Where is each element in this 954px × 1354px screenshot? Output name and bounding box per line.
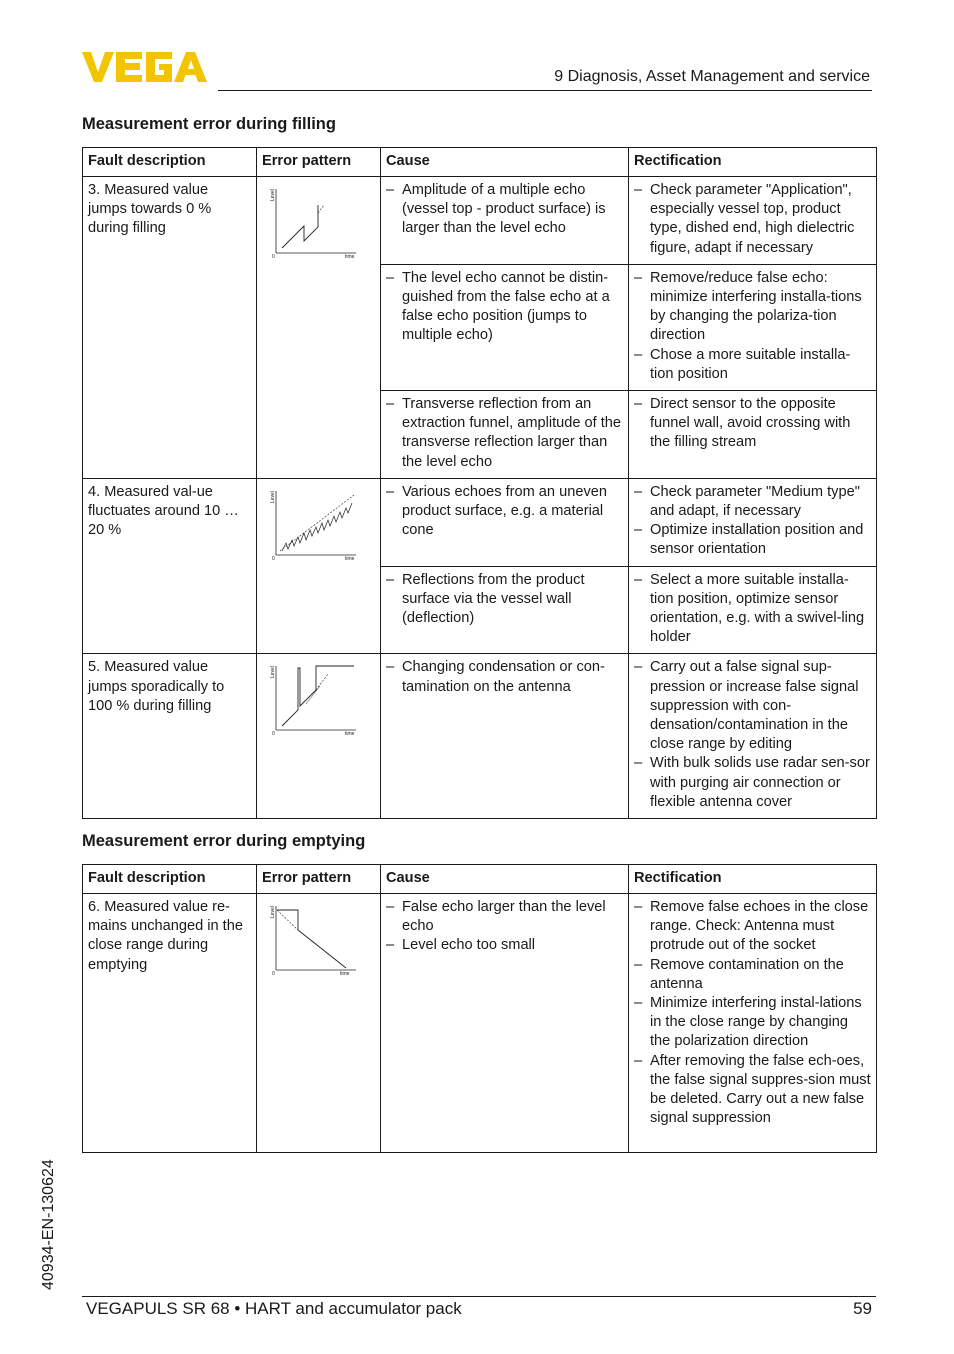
rectification-cell: – Remove false echoes in the close range. Check: Antenna must protrude out of the socket – Remove contamination on the antenna – Minimize interfering instal-lations in the close range by changing the polarization direction – After removing the false ech-oes, the false signal suppres-sion must be deleted. Carry out a new false signal suppression bbox=[629, 894, 877, 1153]
fault-description: 3. Measured value jumps towards 0 % during filling bbox=[83, 177, 257, 479]
error-pattern bbox=[257, 177, 381, 479]
cause-cell: – False echo larger than the level echo – Level echo too small bbox=[381, 894, 629, 1153]
cause-cell: – Changing condensation or con-tamination on the antenna bbox=[381, 654, 629, 819]
header-rule bbox=[218, 90, 872, 91]
footer-rule bbox=[82, 1296, 876, 1297]
table-row bbox=[83, 654, 877, 819]
origin-label: 0 bbox=[272, 971, 275, 977]
error-pattern-chart-jump-to-zero bbox=[268, 183, 358, 263]
cause-cell: – Various echoes from an uneven product surface, e.g. a material cone bbox=[381, 478, 629, 566]
x-axis-label: time bbox=[345, 731, 355, 738]
rectification-cell: – Select a more suitable installa-tion position, optimize sensor orientation, e.g. with a swivel-ling holder bbox=[629, 566, 877, 654]
cause-cell: – Reflections from the product surface via the vessel wall (deflection) bbox=[381, 566, 629, 654]
column-header-pattern: Error pattern bbox=[257, 148, 381, 177]
fault-description: 5. Measured value jumps sporadically to 100 % during filling bbox=[83, 654, 257, 819]
x-axis-label: time bbox=[340, 971, 350, 977]
fault-description: 6. Measured value re-mains unchanged in the close range during emptying bbox=[83, 894, 257, 1153]
y-axis-label: Level bbox=[270, 666, 276, 679]
error-pattern bbox=[257, 478, 381, 654]
column-header-rectification: Rectification bbox=[629, 865, 877, 894]
x-axis-label: time bbox=[345, 254, 355, 260]
error-pattern bbox=[257, 654, 381, 819]
table-row bbox=[83, 177, 877, 265]
y-axis-label: Level bbox=[270, 189, 276, 201]
rectification-cell: – Remove/reduce false echo: minimize interfering installa-tions by changing the polariza-tion direction – Chose a more suitable installa-tion position bbox=[629, 264, 877, 390]
y-axis-label: Level bbox=[270, 490, 276, 503]
error-pattern-chart-jump-to-full bbox=[268, 660, 358, 740]
column-header-fault: Fault description bbox=[83, 148, 257, 177]
origin-label: 0 bbox=[272, 555, 275, 562]
rectification-cell: – Check parameter "Application", especially vessel top, product type, dished end, high dielectric figure, adapt if necessary bbox=[629, 177, 877, 265]
x-axis-label: time bbox=[345, 555, 355, 562]
rectification-cell: – Check parameter "Medium type" and adapt, if necessary – Optimize installation position and sensor orientation bbox=[629, 478, 877, 566]
table-row bbox=[83, 894, 877, 1153]
table-header-row bbox=[83, 148, 877, 177]
footer-product-name: VEGAPULS SR 68 • HART and accumulator pack bbox=[86, 1299, 462, 1318]
column-header-cause: Cause bbox=[381, 148, 629, 177]
error-pattern-chart-unchanged bbox=[268, 900, 358, 980]
section-title-emptying: Measurement error during emptying bbox=[82, 832, 366, 850]
cause-cell: – Amplitude of a multiple echo (vessel top - product surface) is larger than the level echo bbox=[381, 177, 629, 265]
section-title-filling: Measurement error during filling bbox=[82, 115, 336, 133]
y-axis-label: Level bbox=[270, 906, 276, 918]
document-id: 40934-EN-130624 bbox=[40, 1159, 57, 1290]
table-row bbox=[83, 478, 877, 566]
error-pattern-chart-fluctuating bbox=[268, 485, 358, 565]
column-header-pattern: Error pattern bbox=[257, 865, 381, 894]
filling-error-table bbox=[82, 147, 877, 819]
column-header-rectification: Rectification bbox=[629, 148, 877, 177]
vega-logo bbox=[82, 50, 212, 84]
error-pattern bbox=[257, 894, 381, 1153]
column-header-cause: Cause bbox=[381, 865, 629, 894]
fault-description: 4. Measured val-ue fluctuates around 10 … 20 % bbox=[83, 478, 257, 654]
table-header-row bbox=[83, 865, 877, 894]
cause-cell: – The level echo cannot be distin-guished from the false echo at a false echo position (jumps to multiple echo) bbox=[381, 264, 629, 390]
rectification-cell: – Direct sensor to the opposite funnel wall, avoid crossing with the filling stream bbox=[629, 391, 877, 479]
emptying-error-table bbox=[82, 864, 877, 1153]
column-header-fault: Fault description bbox=[83, 865, 257, 894]
cause-cell: – Transverse reflection from an extraction funnel, amplitude of the transverse reflection larger than the level echo bbox=[381, 391, 629, 479]
origin-label: 0 bbox=[272, 731, 275, 738]
chapter-heading: 9 Diagnosis, Asset Management and service bbox=[554, 68, 870, 85]
page-number: 59 bbox=[853, 1299, 872, 1318]
origin-label: 0 bbox=[272, 254, 275, 260]
rectification-cell: – Carry out a false signal sup-pression or increase false signal suppression with con-densation/contamination in the close range by editing – With bulk solids use radar sen-sor with purging air connection or flexible antenna cover bbox=[629, 654, 877, 819]
